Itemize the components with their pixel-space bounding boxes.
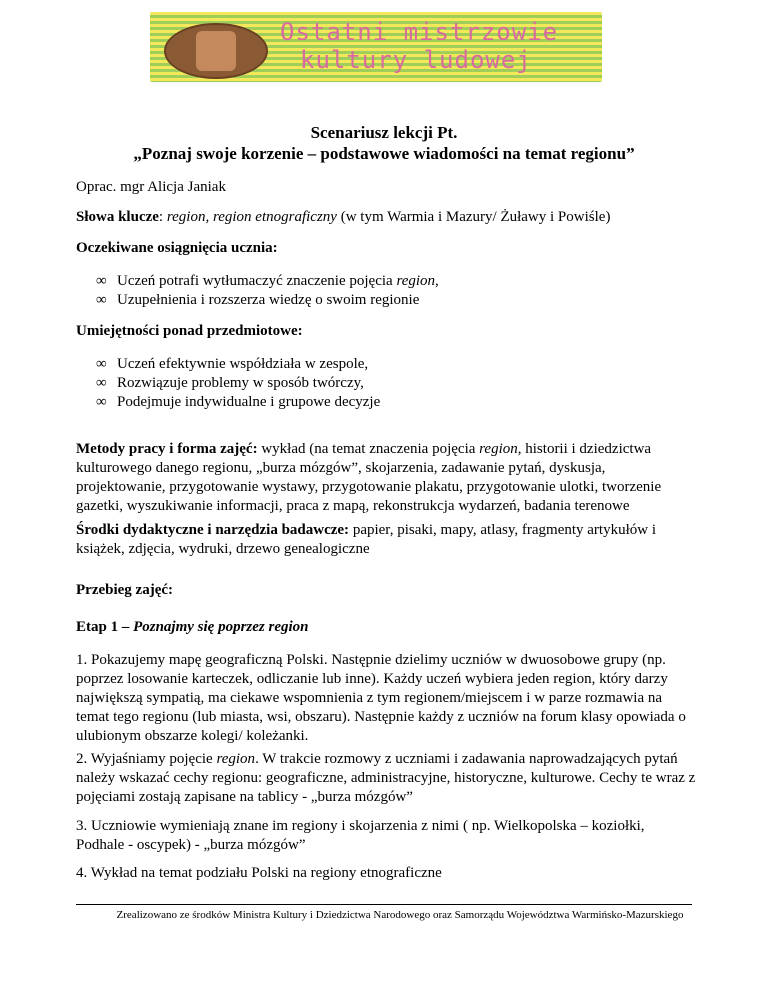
infinity-bullet-icon: ∞	[96, 375, 107, 391]
step-2-after: . W trakcie rozmowy z uczniami i zadawania naprowadzających pytań należy wskazać cechy regionu: geograficzne, administracyjne, historyczne, kulturowe. Cechy te wraz z pojęciami zostają zapisane na tablicy - „burza mózgów”	[76, 751, 696, 805]
footer-note: Zrealizowano ze środków Ministra Kultury i Dziedzictwa Narodowego oraz Samorządu Województwa Warmińsko-Mazurskiego	[116, 909, 684, 921]
mask-face-icon	[196, 31, 236, 71]
expected-heading: Oczekiwane osiągnięcia ucznia:	[76, 240, 278, 256]
expected-item-emph: region,	[396, 273, 439, 289]
keywords-label: Słowa klucze	[76, 209, 159, 225]
tools-label: Środki dydaktyczne i narzędzia badawcze:	[76, 522, 350, 538]
author-line: Oprac. mgr Alicja Janiak	[76, 179, 226, 195]
methods-text-before: wykład (na temat znaczenia pojęcia	[257, 441, 480, 457]
skills-item	[96, 393, 380, 412]
methods-label: Metody pracy i forma zajęć:	[76, 441, 258, 457]
keywords-value: region, region etnograficzny	[166, 209, 337, 225]
stage1-heading	[76, 618, 696, 637]
step-2-emph: region	[216, 751, 256, 767]
methods-text-after: , historii i dziedzictwa kulturowego danego regionu, „burza mózgów”, skojarzenia, zadawanie pytań, dyskusja, projektowanie, przygotowanie wystawy, przygotowanie plakatu, przygotowanie ulotki, tworzenie gazetki, wyszukiwanie informacji, praca z mapą, rekonstrukcja wydarzeń, badania terenowe	[76, 441, 662, 514]
infinity-bullet-icon: ∞	[96, 394, 107, 410]
methods-emph: region	[479, 441, 518, 457]
header-banner	[150, 12, 602, 82]
expected-item-text: Uzupełnienia i rozszerza wiedzę o swoim regionie	[117, 292, 420, 308]
document-title-line1: Scenariusz lekcji Pt.	[310, 123, 458, 142]
step-4-paragraph: 4. Wykład na temat podziału Polski na regiony etnograficzne	[76, 865, 442, 881]
keywords-line	[76, 208, 696, 227]
folk-mask-logo-icon	[164, 23, 268, 79]
expected-item-text: Uczeń potrafi wytłumaczyć znaczenie pojęcia	[117, 273, 397, 289]
keywords-colon: :	[158, 209, 167, 225]
step-2-before: 2. Wyjaśniamy pojęcie	[76, 751, 217, 767]
expected-item	[96, 272, 439, 291]
skills-item-text: Rozwiązuje problemy w sposób twórczy,	[117, 375, 364, 391]
skills-item	[96, 355, 368, 374]
methods-paragraph	[76, 440, 696, 516]
tools-paragraph	[76, 521, 696, 559]
infinity-bullet-icon: ∞	[96, 273, 107, 289]
step-2-paragraph	[76, 750, 696, 807]
stage1-label: Etap 1 –	[76, 619, 134, 635]
banner-title-line1: Ostatni mistrzowie	[280, 18, 559, 46]
skills-item-text: Uczeń efektywnie współdziała w zespole,	[117, 356, 369, 372]
infinity-bullet-icon: ∞	[96, 356, 107, 372]
infinity-bullet-icon: ∞	[96, 292, 107, 308]
document-title-line2: „Poznaj swoje korzenie – podstawowe wiadomości na temat regionu”	[133, 144, 635, 163]
step-3-paragraph: 3. Uczniowie wymieniają znane im regiony i skojarzenia z nimi ( np. Wielkopolska – koziołki, Podhale - oscypek) - „burza mózgów”	[76, 818, 645, 853]
skills-item	[96, 374, 364, 393]
stage1-title: Poznajmy się poprzez region	[133, 619, 309, 635]
skills-item-text: Podejmuje indywidualne i grupowe decyzje	[117, 394, 381, 410]
expected-item	[96, 291, 419, 310]
keywords-note: (w tym Warmia i Mazury/ Żuławy i Powiśle)	[336, 209, 611, 225]
banner-title-line2: kultury ludowej	[300, 46, 532, 74]
footer-divider	[76, 904, 692, 905]
skills-heading: Umiejętności ponad przedmiotowe:	[76, 323, 303, 339]
step-1-paragraph: 1. Pokazujemy mapę geograficzną Polski. Następnie dzielimy uczniów w dwuosobowe grupy (np. poprzez losowanie karteczek, odliczanie lub inne). Każdy uczeń wybiera jeden region, który darzy największą sympatią, ma ciekawe wspomnienia z tym regionem/miejscem i w parze rozmawia na temat tego regionu (lub miasta, wsi, obszaru). Następnie każdy z uczniów na forum klasy opowiada o ulubionym obszarze kolegi/ koleżanki.	[76, 652, 686, 744]
tools-text: papier, pisaki, mapy, atlasy, fragmenty artykułów i książek, zdjęcia, wydruki, drzewo genealogiczne	[76, 522, 657, 557]
course-heading: Przebieg zajęć:	[76, 582, 174, 598]
